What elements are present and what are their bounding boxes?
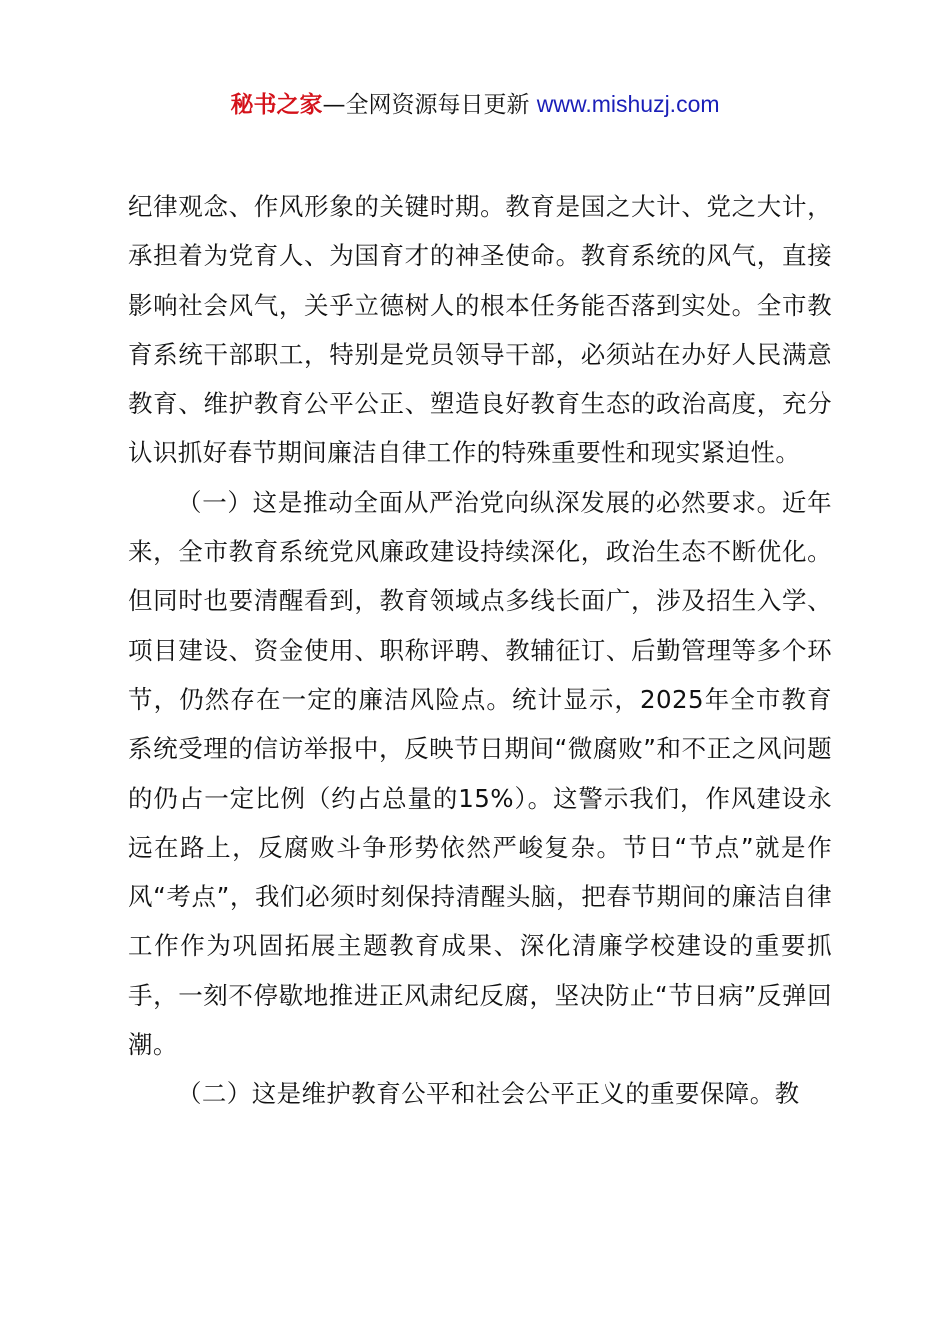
paragraph-section-two: （二）这是维护教育公平和社会公平正义的重要保障。教	[177, 1079, 800, 1109]
site-header	[0, 88, 950, 121]
header-tagline: —全网资源每日更新	[322, 92, 530, 118]
paragraph-section-one: （一）这是推动全面从严治党向纵深发展的必然要求。近年来，全市教育系统党风廉政建设持续深化，政治生态不断优化。但同时也要清醒看到，教育领域点多线长面广，涉及招生入学、项目建设、资金使用、职称评聘、教辅征订、后勤管理等多个环节，仍然存在一定的廉洁风险点。统计显示，2025年全市教育系统受理的信访举报中，反映节日期间“微腐败”和不正之风问题的仍占一定比例（约占总量的15%）。这警示我们，作风建设永远在路上，反腐败斗争形势依然严峻复杂。节日“节点”就是作风“考点”，我们必须时刻保持清醒头脑，把春节期间的廉洁自律工作作为巩固拓展主题教育成果、深化清廉学校建设的重要抓手，一刻不停歇地推进正风肃纪反腐，坚决防止“节日病”反弹回潮。	[128, 487, 832, 1060]
paragraph-continued: 纪律观念、作风形象的关键时期。教育是国之大计、党之大计，承担着为党育人、为国育才的神圣使命。教育系统的风气，直接影响社会风气，关乎立德树人的根本任务能否落到实处。全市教育系统干部职工，特别是党员领导干部，必须站在办好人民满意教育、维护教育公平公正、塑造良好教育生态的政治高度，充分认识抓好春节期间廉洁自律工作的特殊重要性和现实紧迫性。	[128, 192, 832, 468]
brand-name: 秘书之家	[230, 92, 323, 118]
site-url-link[interactable]: www.mishuzj.com	[536, 91, 720, 117]
document-body	[128, 182, 832, 1119]
